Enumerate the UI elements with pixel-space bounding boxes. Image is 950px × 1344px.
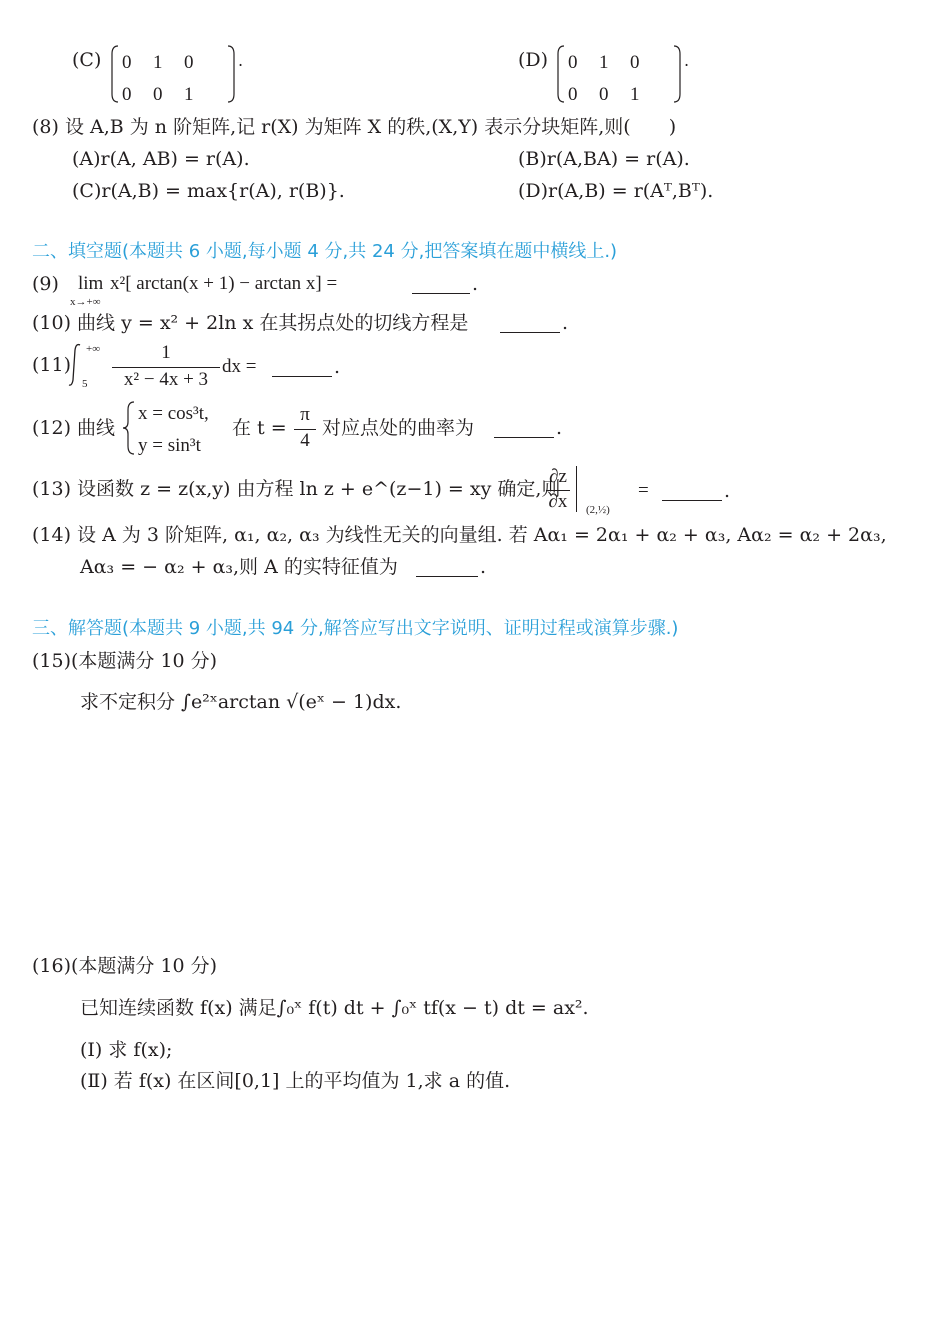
q13-equals: = — [638, 480, 649, 501]
q13-evaluation-bar — [576, 466, 577, 512]
q8-option-c: (C)r(A,B) = max{r(A), r(B)}. — [72, 180, 345, 202]
q11-denominator: x² − 4x + 3 — [123, 369, 209, 390]
q9-lim-subscript: x→+∞ — [70, 296, 101, 308]
q13-answer-blank[interactable] — [662, 482, 722, 501]
option-d-row1: 0 1 0 — [568, 52, 644, 73]
q13-point: (2,½) — [586, 504, 610, 516]
q16-part1: (Ⅰ) 求 f(x); — [80, 1039, 173, 1061]
q11-numerator: 1 — [161, 342, 171, 363]
q12-param-x: x = cos³t, — [138, 403, 209, 424]
q13-numerator: ∂z — [549, 466, 567, 487]
q11-answer-blank[interactable] — [272, 358, 332, 377]
q9-number: (9) — [32, 273, 59, 295]
q11-upper-limit: +∞ — [86, 343, 101, 355]
q12-tail: 对应点处的曲率为 — [322, 417, 475, 439]
q8-option-d: (D)r(A,B) = r(Aᵀ,Bᵀ). — [518, 180, 714, 202]
q14-answer-blank[interactable] — [416, 558, 478, 577]
q9-lim: lim — [78, 273, 104, 294]
q15-heading: (15)(本题满分 10 分) — [32, 650, 218, 672]
q11-lower-limit: 5 — [82, 378, 88, 390]
q10-answer-blank[interactable] — [500, 314, 560, 333]
section2-title: 二、填空题(本题共 6 小题,每小题 4 分,共 24 分,把答案填在题中横线上.) — [32, 241, 618, 262]
option-c-label: (C) — [72, 49, 102, 71]
q14-period: . — [480, 556, 487, 578]
option-c-row2: 0 0 1 — [122, 84, 198, 105]
q16-heading: (16)(本题满分 10 分) — [32, 955, 218, 977]
q16-part2: (Ⅱ) 若 f(x) 在区间[0,1] 上的平均值为 1,求 a 的值. — [80, 1070, 511, 1092]
q12-param-y: y = sin³t — [138, 435, 201, 456]
section3-title: 三、解答题(本题共 9 小题,共 94 分,解答应写出文字说明、证明过程或演算步骤.) — [32, 618, 679, 639]
q9-period: . — [472, 273, 479, 295]
option-d-row2: 0 0 1 — [568, 84, 644, 105]
q15-body: 求不定积分 ∫e²ˣarctan √(eˣ − 1)dx. — [80, 691, 402, 713]
q13-text: (13) 设函数 z = z(x,y) 由方程 ln z + e^(z−1) = xy 确定,则 — [32, 478, 561, 500]
q8-stem: (8) 设 A,B 为 n 阶矩阵,记 r(X) 为矩阵 X 的秩,(X,Y) 表示分块矩阵,则( ) — [32, 116, 677, 138]
q8-option-a: (A)r(A, AB) = r(A). — [72, 148, 250, 170]
q10-text: (10) 曲线 y = x² + 2ln x 在其拐点处的切线方程是 — [32, 312, 469, 334]
q11-number: (11) — [32, 354, 72, 376]
option-d-label: (D) — [518, 49, 549, 71]
q12-at-t: 在 t = — [232, 417, 287, 439]
q11-period: . — [334, 356, 341, 378]
q12-number: (12) 曲线 — [32, 417, 116, 439]
q8-option-b: (B)r(A,BA) = r(A). — [518, 148, 690, 170]
q11-fraction-bar — [112, 367, 220, 368]
q9-expression: x²[ arctan(x + 1) − arctan x] = — [110, 273, 338, 294]
q11-dx: dx = — [222, 356, 257, 377]
q16-body: 已知连续函数 f(x) 满足∫₀ˣ f(t) dt + ∫₀ˣ tf(x − t) dt = ax². — [80, 997, 589, 1019]
q12-denominator: 4 — [300, 430, 310, 451]
q9-answer-blank[interactable] — [412, 275, 470, 294]
svg-text:.: . — [684, 51, 690, 70]
q13-period: . — [724, 480, 731, 502]
q12-answer-blank[interactable] — [494, 419, 554, 438]
q10-period: . — [562, 312, 569, 334]
brace-icon — [122, 400, 136, 456]
q12-period: . — [556, 417, 563, 439]
svg-text:.: . — [238, 51, 244, 70]
q14-line2: Aα₃ = − α₂ + α₃,则 A 的实特征值为 — [80, 556, 398, 578]
q14-line1: (14) 设 A 为 3 阶矩阵, α₁, α₂, α₃ 为线性无关的向量组. 若 Aα₁ = 2α₁ + α₂ + α₃, Aα₂ = α₂ + 2α₃, — [32, 524, 887, 546]
q12-numerator: π — [300, 404, 310, 425]
q13-denominator: ∂x — [548, 491, 568, 512]
option-c-row1: 0 1 0 — [122, 52, 198, 73]
